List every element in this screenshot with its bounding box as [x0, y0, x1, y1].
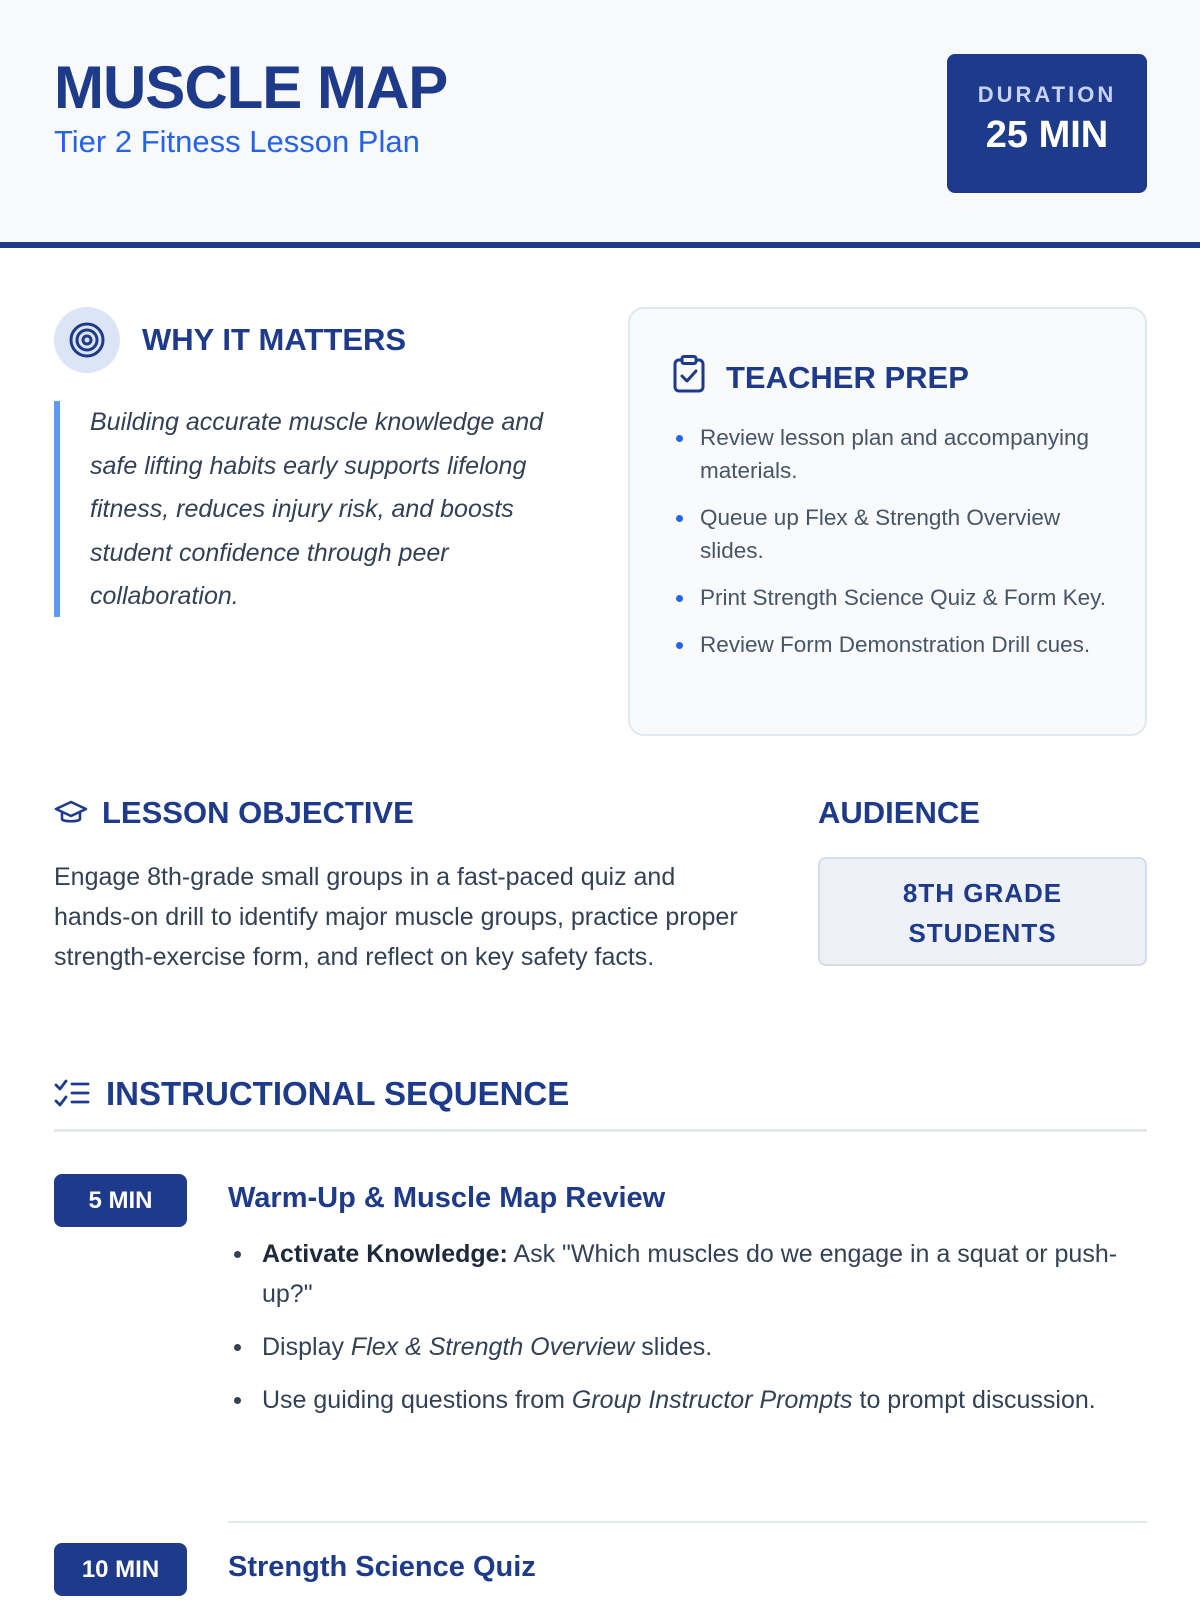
teacher-prep-heading	[672, 355, 969, 401]
instructional-sequence-heading	[54, 1075, 569, 1113]
step-title: Warm-Up & Muscle Map Review	[228, 1182, 666, 1214]
step-time-badge: 10 MIN	[54, 1543, 187, 1596]
bullet-text: Display	[262, 1333, 351, 1361]
teacher-prep-card	[628, 307, 1147, 736]
list-item	[228, 1234, 1133, 1314]
bullet-emphasis: Group Instructor Prompts	[571, 1386, 853, 1414]
list-item: Review lesson plan and accompanying materials.	[674, 421, 1124, 487]
teacher-prep-list	[674, 421, 1124, 675]
why-it-matters-quote: Building accurate muscle knowledge and safe lifting habits early supports lifelong fitness, reduces injury risk, and boosts student confidence through peer collaboration.	[54, 401, 584, 617]
page-subtitle: Tier 2 Fitness Lesson Plan	[54, 124, 420, 159]
lesson-objective-text: Engage 8th-grade small groups in a fast-paced quiz and hands-on drill to identify major muscle groups, practice proper strength-exercise form, and reflect on key safety facts.	[54, 863, 738, 971]
duration-label: DURATION	[977, 82, 1117, 107]
list-item: Queue up Flex & Strength Overview slides.	[674, 501, 1124, 567]
bullet-text: slides.	[634, 1333, 713, 1361]
step-bullets	[228, 1234, 1133, 1433]
divider	[54, 1129, 1147, 1132]
bullet-text: Use guiding questions from	[262, 1386, 572, 1414]
graduation-cap-icon	[54, 799, 88, 827]
target-icon	[54, 307, 120, 373]
bullet-bold-label: Activate Knowledge:	[262, 1240, 508, 1268]
why-heading-text: WHY IT MATTERS	[142, 322, 407, 357]
list-item	[228, 1380, 1133, 1420]
audience-heading: AUDIENCE	[818, 795, 980, 830]
step-title: Strength Science Quiz	[228, 1551, 536, 1583]
checklist-icon	[54, 1079, 90, 1109]
lesson-objective-heading-text: LESSON OBJECTIVE	[102, 795, 414, 830]
divider	[228, 1521, 1147, 1523]
clipboard-check-icon	[672, 355, 726, 401]
list-item: Print Strength Science Quiz & Form Key.	[674, 581, 1124, 614]
why-it-matters-heading	[54, 307, 406, 373]
bullet-text: Ask "Which muscles do we engage in a squat or push-up?"	[262, 1240, 1118, 1308]
teacher-prep-heading-text: TEACHER PREP	[726, 360, 969, 395]
bullet-text: to prompt discussion.	[852, 1386, 1096, 1414]
lesson-header	[0, 0, 1200, 248]
lesson-objective-heading	[54, 795, 414, 831]
bullet-emphasis: Flex & Strength Overview	[350, 1333, 635, 1361]
step-time-badge: 5 MIN	[54, 1174, 187, 1227]
list-item	[228, 1327, 1133, 1367]
audience-line-1: 8TH GRADE	[902, 878, 1063, 908]
instructional-sequence-heading-text: INSTRUCTIONAL SEQUENCE	[106, 1075, 570, 1112]
audience-line-2: STUDENTS	[908, 918, 1057, 948]
page-title: MUSCLE MAP	[54, 54, 448, 121]
duration-value: 25 MIN	[985, 114, 1109, 156]
duration-badge	[947, 54, 1147, 193]
list-item: Review Form Demonstration Drill cues.	[674, 628, 1124, 661]
audience-badge	[818, 857, 1147, 966]
